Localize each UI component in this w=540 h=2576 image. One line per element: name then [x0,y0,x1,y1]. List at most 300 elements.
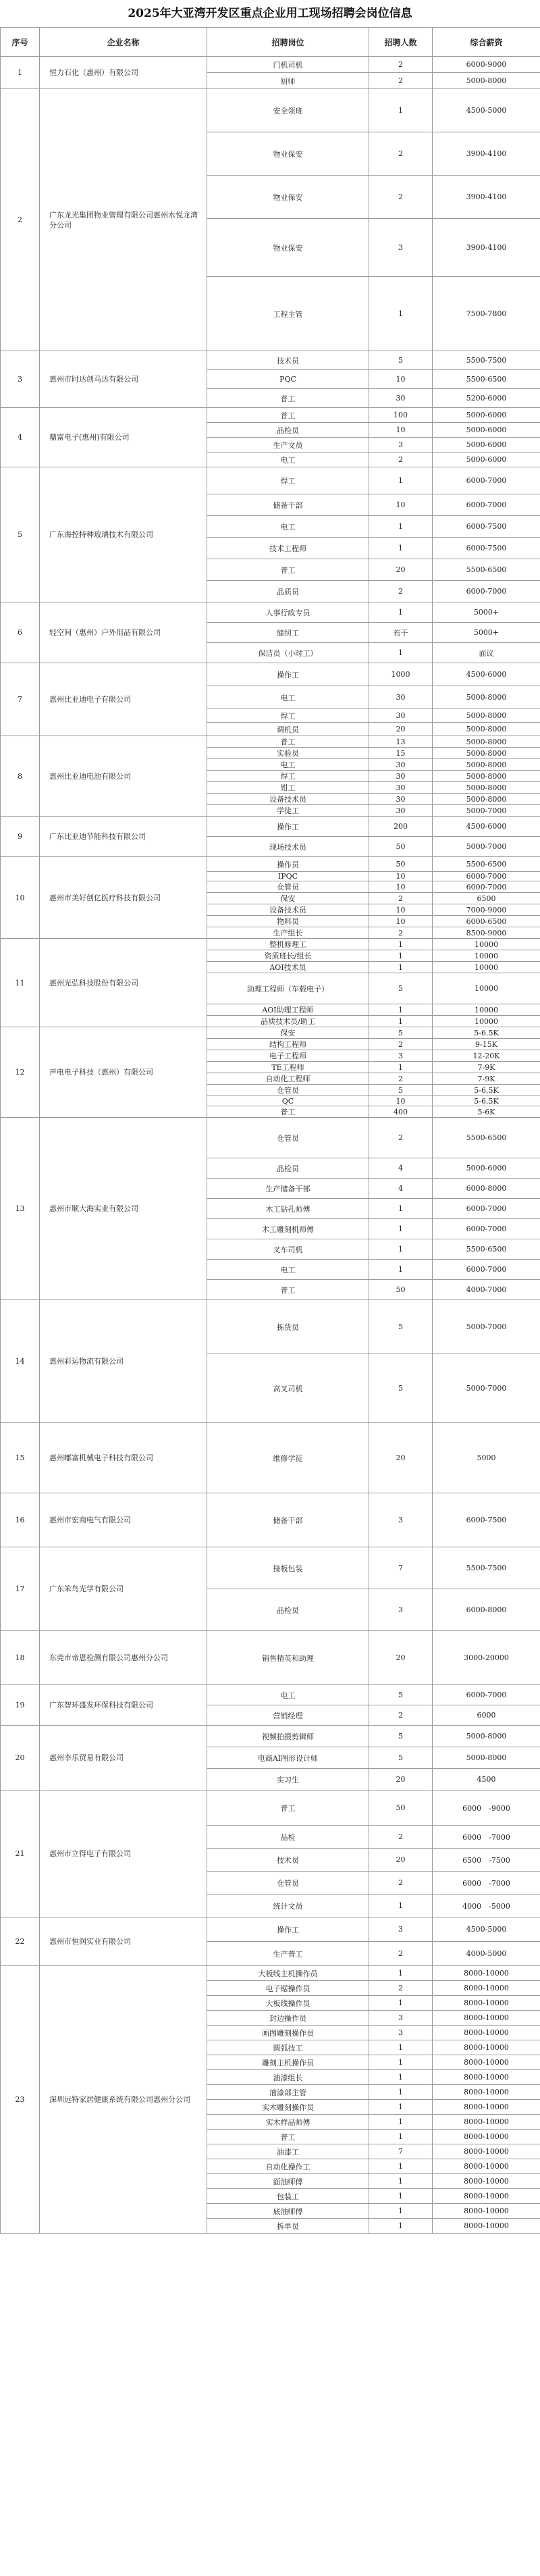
job-salary: 4500-5000 [433,89,540,132]
job-count: 2 [369,1039,433,1050]
job-salary: 5000-8000 [433,73,540,89]
job-salary: 7-9K [433,1062,540,1073]
job-salary: 6000-7000 [433,494,540,516]
job-post: 接板包装 [207,1547,369,1589]
job-salary: 5000+ [433,623,540,643]
job-count: 2 [369,581,433,602]
job-salary: 5000-8000 [433,794,540,805]
job-salary: 8000-10000 [433,2026,540,2040]
table-row [1,1917,540,1942]
company-name: 鼎富电子(惠州)有限公司 [40,408,207,467]
job-post: 销售精英和助理 [207,1631,369,1685]
job-post: 助理工程师（车载电子） [207,973,369,1004]
job-count: 20 [369,1423,433,1493]
job-salary: 6000-7000 [433,1199,540,1219]
job-salary: 5000-6000 [433,453,540,467]
job-salary: 8000-10000 [433,2070,540,2085]
job-post: PQC [207,370,369,389]
job-count: 2 [369,132,433,176]
job-post: 实木雕刻操作员 [207,2100,369,2115]
job-post: 普工 [207,389,369,408]
job-salary: 6000-7000 [433,1219,540,1239]
job-count: 30 [369,771,433,782]
job-count: 3 [369,1917,433,1942]
job-count: 2 [369,57,433,73]
job-salary: 5500-6500 [433,1239,540,1260]
job-post: 维修学徒 [207,1423,369,1493]
table-row [1,1966,540,1981]
job-post: QC [207,1096,369,1106]
job-count: 5 [369,1685,433,1705]
company-number: 10 [1,857,40,939]
job-post: 技术员 [207,351,369,370]
job-post: 生产组长 [207,927,369,939]
job-post: 焊工 [207,771,369,782]
job-count: 1 [369,939,433,950]
job-salary: 7000-9000 [433,904,540,916]
table-row [1,57,540,73]
job-post: 普工 [207,2130,369,2144]
job-salary: 6000 -7000 [433,1826,540,1849]
job-count: 10 [369,904,433,916]
job-salary: 5000+ [433,602,540,623]
job-post: 操作工 [207,663,369,686]
job-count: 3 [369,1493,433,1547]
job-salary: 5000-6000 [433,423,540,438]
job-post: 品质技术员/助工 [207,1016,369,1027]
job-count: 30 [369,709,433,723]
job-post: 储备干部 [207,494,369,516]
job-salary: 5000-8000 [433,748,540,759]
job-salary: 4500-6000 [433,817,540,837]
job-salary: 6000 -7000 [433,1872,540,1895]
job-salary: 8000-10000 [433,2204,540,2219]
job-count: 1 [369,2174,433,2189]
company-name: 广东智环盛发环保科技有限公司 [40,1685,207,1726]
job-post: 视频拍摄剪辑师 [207,1726,369,1747]
job-post: 焊工 [207,709,369,723]
job-post: 自动化操作工 [207,2159,369,2174]
job-salary: 5000-6000 [433,1158,540,1179]
job-count: 30 [369,759,433,771]
job-salary: 8000-10000 [433,2100,540,2115]
job-count: 1 [369,89,433,132]
header-seq: 序号 [1,28,40,57]
job-post: 安全领班 [207,89,369,132]
company-name: 惠州市顺大海实业有限公司 [40,1118,207,1300]
job-salary: 6500 -7500 [433,1849,540,1872]
table-header-row [1,28,540,57]
job-count: 50 [369,1280,433,1300]
job-salary: 5000-8000 [433,771,540,782]
job-count: 4 [369,1158,433,1179]
job-count: 1 [369,2189,433,2204]
job-count: 20 [369,1849,433,1872]
job-post: 品检 [207,1826,369,1849]
job-post: 物业保安 [207,219,369,277]
job-count: 20 [369,723,433,736]
job-count: 10 [369,494,433,516]
job-salary: 5200-6000 [433,389,540,408]
job-count: 2 [369,1826,433,1849]
job-post: 保洁员（小时工） [207,643,369,663]
job-post: 油漆组长 [207,2070,369,2085]
job-salary: 5000-8000 [433,736,540,748]
job-count: 1 [369,950,433,962]
job-post: 物业保安 [207,176,369,219]
job-salary: 10000 [433,1004,540,1016]
job-salary: 5000-6000 [433,408,540,423]
job-post: 工程主管 [207,277,369,351]
job-post: 电工 [207,453,369,467]
job-post: 电工 [207,516,369,538]
job-post: 面油师傅 [207,2174,369,2189]
table-row [1,1631,540,1685]
job-count: 2 [369,893,433,904]
job-count: 50 [369,837,433,857]
company-number: 22 [1,1917,40,1966]
company-name: 惠州比亚迪电池有限公司 [40,736,207,817]
job-post: 保安 [207,893,369,904]
job-salary: 5000-6000 [433,438,540,453]
job-count: 2 [369,176,433,219]
job-count: 3 [369,1050,433,1062]
table-row [1,1493,540,1547]
job-salary: 6000-7500 [433,538,540,559]
job-salary: 5-6.5K [433,1027,540,1039]
job-post: 物业保安 [207,132,369,176]
header-company: 企业名称 [40,28,207,57]
job-count: 3 [369,438,433,453]
table-row [1,89,540,132]
job-salary: 6500 [433,893,540,904]
job-post: 电工 [207,1260,369,1280]
job-salary: 6000-7500 [433,516,540,538]
job-salary: 8000-10000 [433,2130,540,2144]
job-post: 仓管员 [207,1872,369,1895]
job-salary: 8000-10000 [433,2189,540,2204]
job-count: 1 [369,2159,433,2174]
job-post: 生产文员 [207,438,369,453]
job-salary: 5000-8000 [433,723,540,736]
job-post: 包装工 [207,2189,369,2204]
job-salary: 5500-6500 [433,370,540,389]
header-post: 招聘岗位 [207,28,369,57]
job-post: 普工 [207,736,369,748]
company-number: 8 [1,736,40,817]
job-post: 结构工程师 [207,1039,369,1050]
job-count: 7 [369,1547,433,1589]
job-salary: 8000-10000 [433,2144,540,2159]
company-name: 惠州市时达创马达有限公司 [40,351,207,408]
job-count: 1 [369,1219,433,1239]
job-post: 拣货员 [207,1300,369,1354]
job-salary: 6000-7000 [433,1260,540,1280]
job-count: 5 [369,351,433,370]
job-post: 品检员 [207,1589,369,1631]
company-name: 惠州光弘科技股份有限公司 [40,939,207,1027]
job-count: 1 [369,1239,433,1260]
job-salary: 5000-8000 [433,709,540,723]
job-salary: 10000 [433,973,540,1004]
job-salary: 5500-6500 [433,857,540,872]
job-post: 厨师 [207,73,369,89]
job-count: 50 [369,857,433,872]
job-post: 自动化工程师 [207,1073,369,1085]
job-count: 10 [369,423,433,438]
company-name: 惠州李乐贸易有限公司 [40,1726,207,1791]
company-name: 广东笨鸟光学有限公司 [40,1547,207,1631]
company-name: 惠州市宏商电气有限公司 [40,1493,207,1547]
job-post: 生产储备干部 [207,1179,369,1199]
job-salary: 7-9K [433,1073,540,1085]
job-post: 高叉司机 [207,1354,369,1423]
company-number: 21 [1,1791,40,1917]
job-post: 普工 [207,408,369,423]
company-name: 广东比亚迪节能科技有限公司 [40,817,207,857]
job-post: 操作员 [207,857,369,872]
job-post: 营销经理 [207,1705,369,1726]
job-count: 200 [369,817,433,837]
job-salary: 8000-10000 [433,1966,540,1981]
job-salary: 8000-10000 [433,2174,540,2189]
job-post: 钳工 [207,782,369,794]
job-post: 整机修理工 [207,939,369,950]
job-salary: 4500-5000 [433,1917,540,1942]
job-salary: 6000-7500 [433,1493,540,1547]
job-salary: 6000-8000 [433,1589,540,1631]
job-salary: 3900-4100 [433,132,540,176]
job-post: IPQC [207,872,369,881]
job-post: 设备技术员 [207,794,369,805]
company-number: 15 [1,1423,40,1493]
job-post: 仓管员 [207,1118,369,1158]
job-salary: 4000 -5000 [433,1895,540,1917]
job-post: 油漆工 [207,2144,369,2159]
job-count: 7 [369,2144,433,2159]
company-name: 惠州市恒润实业有限公司 [40,1917,207,1966]
job-count: 10 [369,370,433,389]
job-count: 1 [369,1260,433,1280]
company-number: 19 [1,1685,40,1726]
job-count: 2 [369,1981,433,1996]
job-count: 10 [369,872,433,881]
job-count: 30 [369,805,433,817]
job-salary: 5000-8000 [433,1747,540,1769]
job-salary: 10000 [433,939,540,950]
job-post: 电工 [207,686,369,709]
company-number: 5 [1,467,40,602]
job-count: 5 [369,1300,433,1354]
job-post: 操作工 [207,1917,369,1942]
job-count: 1 [369,2204,433,2219]
company-number: 9 [1,817,40,857]
job-count: 1 [369,516,433,538]
company-number: 17 [1,1547,40,1631]
job-count: 2 [369,1073,433,1085]
job-count: 13 [369,736,433,748]
job-salary: 8000-10000 [433,2159,540,2174]
job-post: 仓管员 [207,881,369,893]
company-number: 23 [1,1966,40,2234]
job-count: 1 [369,2040,433,2055]
job-salary: 10000 [433,950,540,962]
table-row [1,939,540,950]
company-name: 恒力石化（惠州）有限公司 [40,57,207,89]
job-post: TE工程师 [207,1062,369,1073]
job-salary: 5000 [433,1423,540,1493]
job-salary: 5000-8000 [433,759,540,771]
company-number: 13 [1,1118,40,1300]
company-number: 11 [1,939,40,1027]
job-salary: 4000-7000 [433,1280,540,1300]
job-count: 2 [369,1705,433,1726]
job-post: 电子工程师 [207,1050,369,1062]
job-count: 1 [369,2085,433,2100]
job-count: 若干 [369,623,433,643]
job-post: 实验员 [207,748,369,759]
table-row [1,857,540,872]
job-salary: 6000-8000 [433,1179,540,1199]
job-salary: 9-15K [433,1039,540,1050]
job-salary: 4000-5000 [433,1942,540,1966]
job-salary: 5500-6500 [433,1118,540,1158]
job-count: 10 [369,881,433,893]
company-number: 20 [1,1726,40,1791]
job-post: 普工 [207,1791,369,1826]
job-salary: 8000-10000 [433,2011,540,2026]
company-name: 惠州比亚迪电子有限公司 [40,663,207,736]
job-post: 拆单员 [207,2219,369,2234]
job-count: 1 [369,1996,433,2011]
job-count: 1 [369,277,433,351]
job-count: 2 [369,453,433,467]
page-title: 2025年大亚湾开发区重点企业用工现场招聘会岗位信息 [128,7,412,20]
job-post: 雕刻主机操作员 [207,2055,369,2070]
job-count: 30 [369,389,433,408]
job-post: 封边操作员 [207,2011,369,2026]
job-salary: 5500-7500 [433,351,540,370]
job-salary: 面议 [433,643,540,663]
job-post: 品检员 [207,1158,369,1179]
job-salary: 8000-10000 [433,1996,540,2011]
table-row [1,1791,540,1826]
header-salary: 综合薪资 [433,28,540,57]
company-number: 16 [1,1493,40,1547]
job-post: 保安 [207,1027,369,1039]
job-count: 1 [369,2219,433,2234]
job-count: 3 [369,219,433,277]
job-salary: 8000-10000 [433,2115,540,2130]
job-post: 木工钻孔师傅 [207,1199,369,1219]
job-post: 统计文员 [207,1895,369,1917]
job-salary: 5-6.5K [433,1096,540,1106]
company-name: 惠州市立得电子有限公司 [40,1791,207,1917]
job-salary: 5000-8000 [433,1726,540,1747]
company-number: 18 [1,1631,40,1685]
table-row [1,1027,540,1039]
company-number: 2 [1,89,40,351]
job-count: 3 [369,2011,433,2026]
job-post: 焊工 [207,467,369,494]
job-post: 储备干部 [207,1493,369,1547]
job-count: 5 [369,1085,433,1096]
job-count: 10 [369,916,433,927]
job-count: 20 [369,1769,433,1791]
job-salary: 8000-10000 [433,2055,540,2070]
job-post: 电商AI图形设计师 [207,1747,369,1769]
job-count: 1 [369,2100,433,2115]
job-count: 20 [369,559,433,581]
job-post: 普工 [207,559,369,581]
table-row [1,467,540,494]
company-name: 惠州市美好创亿医疗科技有限公司 [40,857,207,939]
job-salary: 5500-7500 [433,1547,540,1589]
job-count: 1 [369,962,433,973]
job-post: 缝纫工 [207,623,369,643]
table-row [1,736,540,748]
table-row [1,1423,540,1493]
job-post: 实木样品师傅 [207,2115,369,2130]
job-salary: 5-6K [433,1106,540,1118]
job-count: 1 [369,643,433,663]
job-count: 5 [369,1354,433,1423]
job-post: AOI技术员 [207,962,369,973]
company-name: 惠州嘟富机械电子科技有限公司 [40,1423,207,1493]
company-number: 4 [1,408,40,467]
company-name: 轻空间（惠州）户外用品有限公司 [40,602,207,663]
job-post: 叉车司机 [207,1239,369,1260]
job-post: 底油师傅 [207,2204,369,2219]
company-number: 12 [1,1027,40,1118]
job-post: 圆弧技工 [207,2040,369,2055]
job-salary: 5000-8000 [433,782,540,794]
job-count: 1 [369,2130,433,2144]
job-post: 资质班长/组长 [207,950,369,962]
job-salary: 6000-7000 [433,881,540,893]
job-count: 30 [369,794,433,805]
job-salary: 8000-10000 [433,2040,540,2055]
job-count: 50 [369,1791,433,1826]
company-name: 东莞市帝恩检测有限公司惠州分公司 [40,1631,207,1685]
job-salary: 6000-7000 [433,1685,540,1705]
job-salary: 5-6.5K [433,1085,540,1096]
job-salary: 8000-10000 [433,2085,540,2100]
job-salary: 5000-7000 [433,1354,540,1423]
job-count: 15 [369,748,433,759]
company-name: 惠州彩运物流有限公司 [40,1300,207,1423]
job-count: 30 [369,782,433,794]
job-post: 门机司机 [207,57,369,73]
job-salary: 6000-7000 [433,581,540,602]
job-post: 普工 [207,1280,369,1300]
job-salary: 12-20K [433,1050,540,1062]
job-count: 1 [369,1199,433,1219]
job-count: 1 [369,1966,433,1981]
table-row [1,602,540,623]
job-salary: 10000 [433,962,540,973]
job-post: 调机员 [207,723,369,736]
job-post: 人事行政专员 [207,602,369,623]
company-number: 3 [1,351,40,408]
table-row [1,1300,540,1354]
job-count: 1 [369,2070,433,2085]
job-post: 电子锯操作员 [207,1981,369,1996]
company-name: 广东海控特种玻璃技术有限公司 [40,467,207,602]
company-name: 深圳远特家居健康系统有限公司惠州分公司 [40,1966,207,2234]
job-post: 大板线操作员 [207,1996,369,2011]
table-row [1,663,540,686]
